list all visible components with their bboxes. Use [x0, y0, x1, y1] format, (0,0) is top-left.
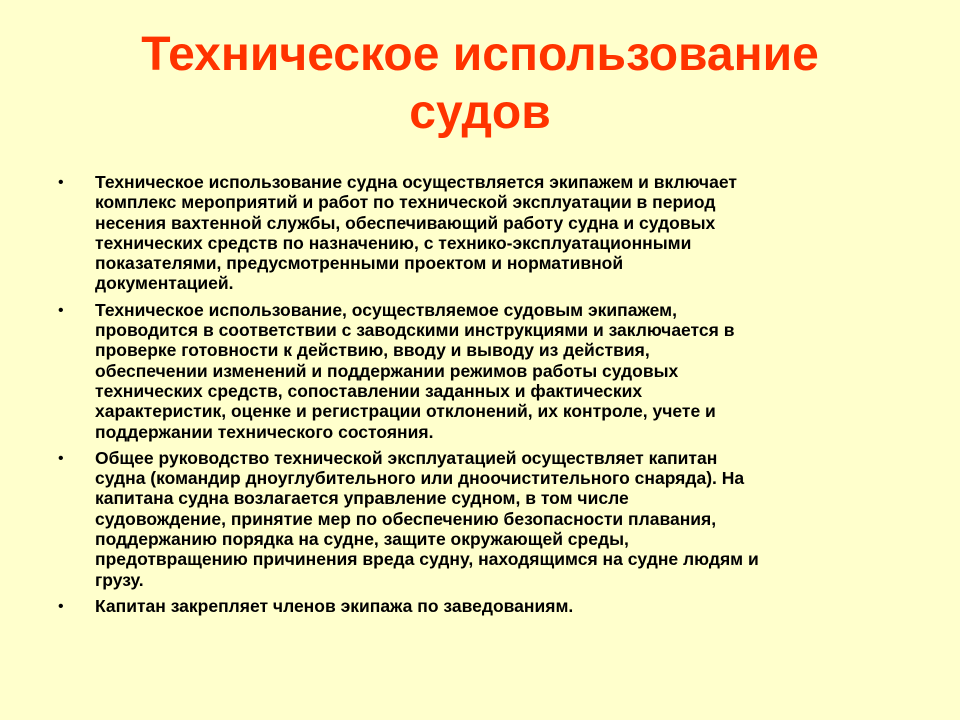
slide-title-line-2: судов: [409, 86, 551, 139]
bullet-line: грузу.: [95, 569, 144, 590]
slide-title-line-1: Техническое использование: [141, 28, 819, 81]
bullet-line: Капитан закрепляет членов экипажа по заведованиям.: [95, 595, 574, 616]
bullet-line: проверке готовности к действию, вводу и выводу из действия,: [95, 340, 650, 361]
bullet-item: [58, 300, 908, 442]
bullet-line: капитана судна возлагается управление судном, в том числе: [95, 488, 629, 509]
bullet-text: [95, 172, 908, 294]
bullet-marker: •: [58, 449, 64, 467]
bullet-line: показателями, предусмотренными проектом и нормативной: [95, 253, 624, 274]
bullet-line: характеристик, оценке и регистрации отклонений, их контроле, учете и: [95, 401, 716, 422]
bullet-line: Техническое использование судна осуществляется экипажем и включает: [95, 172, 737, 192]
bullet-marker: •: [58, 174, 64, 191]
bullet-line: проводится в соответствии с заводскими инструкциями и заключается в: [95, 320, 735, 341]
bullet-line: Техническое использование, осуществляемое судовым экипажем,: [95, 299, 677, 320]
bullet-item: [58, 448, 908, 590]
bullet-line: технических средств, сопоставлении заданных и фактических: [95, 380, 643, 401]
bullet-text: [95, 596, 908, 616]
bullet-line: предотвращению причинения вреда судну, находящимся на судне людям и: [95, 549, 759, 570]
bullet-text: [95, 448, 908, 590]
bullet-line: поддержанию порядка на судне, защите окружающей среды,: [95, 529, 629, 550]
bullet-line: комплекс мероприятий и работ по технической эксплуатации в период: [95, 192, 716, 213]
bullet-list: [58, 172, 908, 622]
bullet-text: [95, 300, 908, 442]
bullet-marker: •: [58, 597, 64, 615]
bullet-line: технических средств по назначению, с технико-эксплуатационными: [95, 232, 692, 253]
bullet-item: [58, 596, 908, 616]
bullet-line: документацией.: [95, 273, 234, 294]
bullet-line: обеспечении изменений и поддержании режимов работы судовых: [95, 360, 679, 381]
bullet-line: Общее руководство технической эксплуатацией осуществляет капитан: [95, 447, 718, 468]
bullet-line: судовождение, принятие мер по обеспечению безопасности плавания,: [95, 508, 717, 529]
slide-title: [60, 26, 900, 142]
bullet-line: судна (командир дноуглубительного или дноочистительного снаряда). На: [95, 468, 745, 489]
bullet-marker: •: [58, 301, 64, 319]
bullet-item: [58, 172, 908, 294]
bullet-line: поддержании технического состояния.: [95, 421, 434, 442]
bullet-line: несения вахтенной службы, обеспечивающий работу судна и судовых: [95, 212, 716, 233]
